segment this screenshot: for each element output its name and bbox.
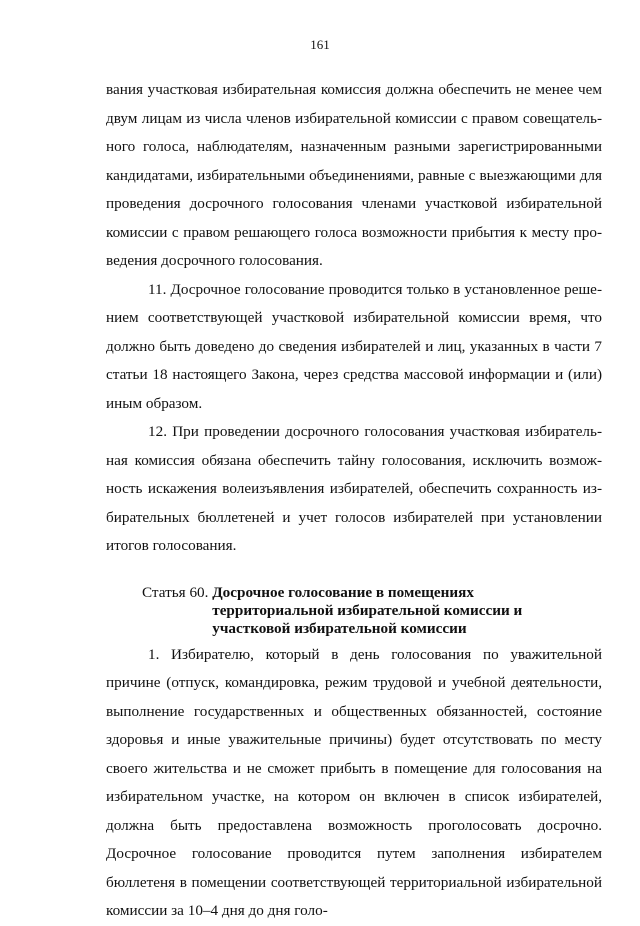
article-title-line: участковой избирательной комиссии xyxy=(212,619,467,637)
article-title xyxy=(212,584,522,638)
document-body xyxy=(106,76,602,926)
article-title-line: Досрочное голосование в помещениях xyxy=(212,583,474,601)
article-title-line: территориальной избирательной комиссии и xyxy=(212,601,523,619)
paragraph-continuation: вания участковая избирательная комиссия должна обеспечить не менее чем двум лицам из числа членов избирательной комиссии с правом совещательного голоса, наблюдателям, назначенным разными зарегистрированными кандидатами, избирательными объединениями, равные с выезжающими для проведения досрочного голосования членами участковой избирательной комиссии с правом решающего голоса возможности прибытия к месту проведения досрочного голосования. xyxy=(106,81,602,269)
page-number: 161 xyxy=(310,37,330,52)
article-label: Статья 60. xyxy=(142,583,213,601)
paragraph-11: 11. Досрочное голосование проводится только в установленное решением соответствующей участковой избирательной комиссии время, что должно быть доведено до сведения избирателей и лиц, указанных в части 7 статьи 18 настоящего Закона, через средства массовой информации и (или) иным образом. xyxy=(106,280,602,412)
article-heading xyxy=(142,584,602,638)
paragraph-article-60-1: 1. Избирателю, который в день голосования по уважительной причине (отпуск, командировка, режим трудовой и учебной деятельности, выполнение государственных и общественных обязанностей, состояние здоровья и иные уважительные причины) будет отсутствовать по месту своего жительства и не сможет прибыть в помещение для голосования на избирательном участке, на котором он включен в список избирателей, должна быть предоставлена возможность проголосовать досрочно. Досрочное голосование проводится путем заполнения избирателем бюллетеня в помещении соответствующей территориальной избирательной комиссии за 10–4 дня до дня голо- xyxy=(106,645,602,919)
paragraph-12: 12. При проведении досрочного голосования участковая избирательная комиссия обязана обеспечить тайну голосования, исключить возможность искажения волеизъявления избирателей, обеспечить сохранность избирательных бюллетеней и учет голосов избирателей при установлении итогов голосования. xyxy=(106,423,602,554)
